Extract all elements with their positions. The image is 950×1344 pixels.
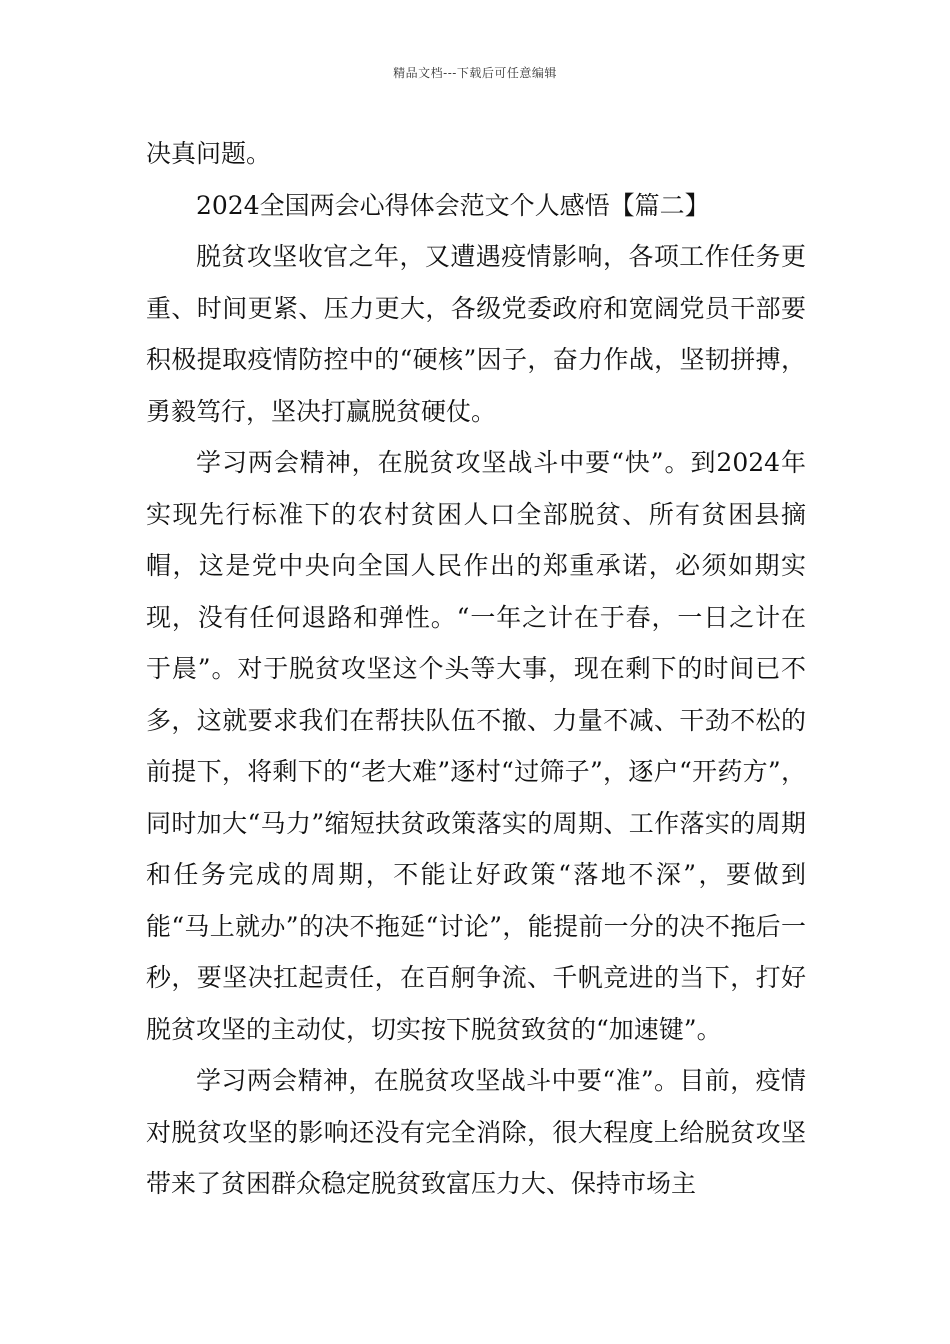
carryover-line: 决真问题。	[146, 139, 272, 168]
paragraph-1: 脱贫攻坚收官之年，又遭遇疫情影响，各项工作任务更重、时间更紧、压力更大，各级党委政府和宽阔党员干部要积极提取疫情防控中的“硬核”因子，奋力作战，坚韧拼搏，勇毅笃行，坚决打赢脱贫硬仗。	[146, 242, 806, 426]
paragraph-3: 学习两会精神，在脱贫攻坚战斗中要“准”。目前，疫情对脱贫攻坚的影响还没有完全消除，很大程度上给脱贫攻坚带来了贫困群众稳定脱贫致富压力大、保持市场主	[146, 1066, 806, 1198]
paragraph-2: 学习两会精神，在脱贫攻坚战斗中要“快”。到2024年实现先行标准下的农村贫困人口全部脱贫、所有贫困县摘帽，这是党中央向全国人民作出的郑重承诺，必须如期实现，没有任何退路和弹性。“一年之计在于春，一日之计在于晨”。对于脱贫攻坚这个头等大事，现在剩下的时间已不多，这就要求我们在帮扶队伍不撤、力量不减、干劲不松的前提下，将剩下的“老大难”逐村“过筛子”，逐户“开药方”，同时加大“马力”缩短扶贫政策落实的周期、工作落实的周期和任务完成的周期，不能让好政策“落地不深”，要做到能“马上就办”的决不拖延“讨论”，能提前一分的决不拖后一秒，要坚决扛起责任，在百舸争流、千帆竞进的当下，打好脱贫攻坚的主动仗，切实按下脱贫致贫的“加速键”。	[146, 448, 806, 1044]
section-title: 2024全国两会心得体会范文个人感悟【篇二】	[196, 190, 710, 220]
document-body	[146, 128, 806, 1210]
page-header-note: 精品文档---下载后可任意编辑	[393, 66, 557, 80]
